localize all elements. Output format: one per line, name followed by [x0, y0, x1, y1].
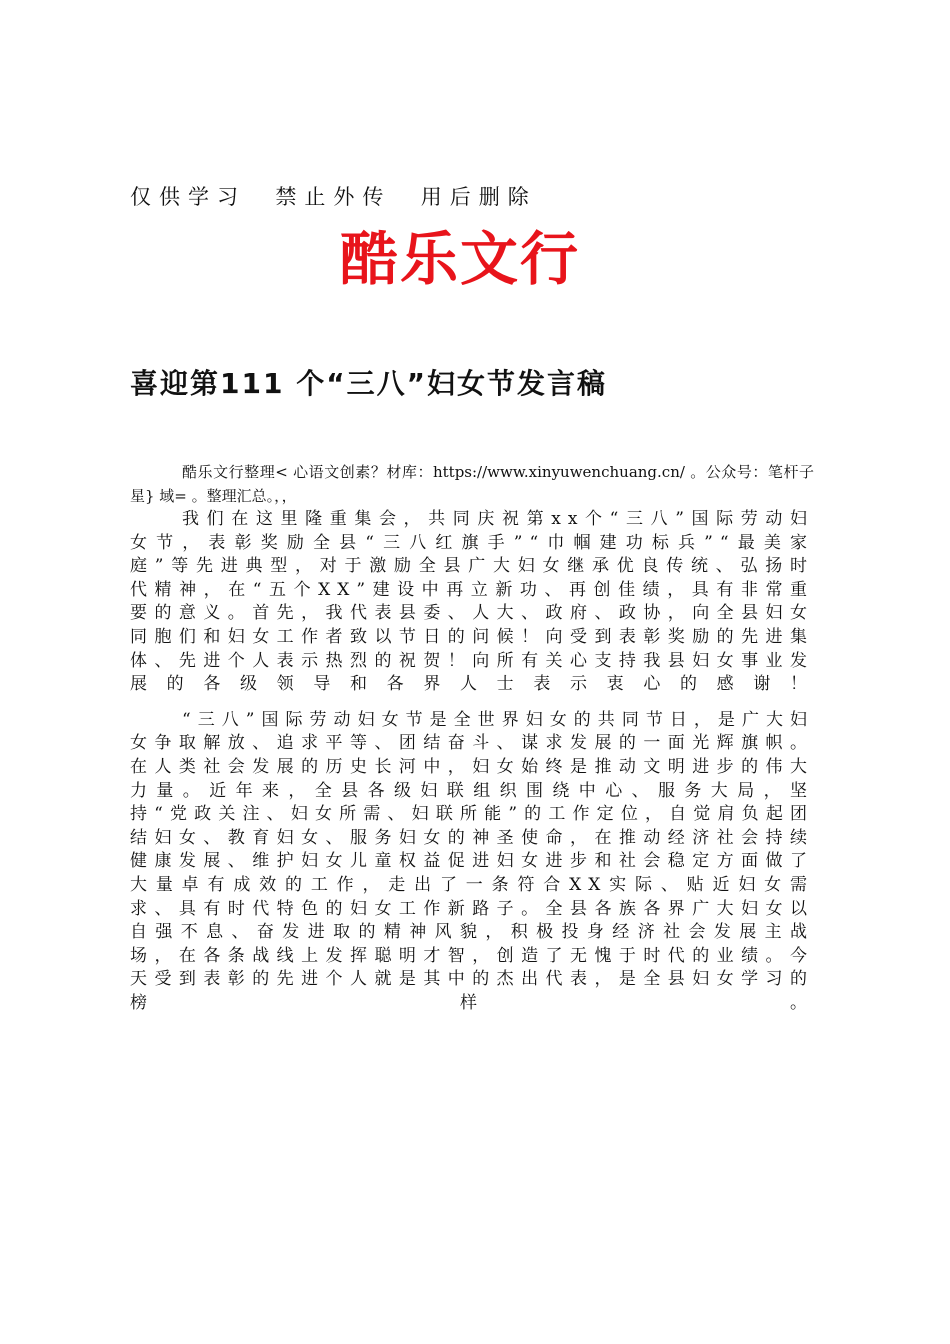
paragraph-1: 我们在这里隆重集会，共同庆祝第xx个“三八”国际劳动妇女节，表彰奖励全县“三八红旗手”“巾帼建功标兵”“最美家庭”等先进典型，对于激励全县广大妇女继承优良传统、弘扬时代精神，在“五个XX”建设中再立新功、再创佳绩，具有非常重要的意义。首先，我代表县委、人大、政府、政协，向全县妇女同胞们和妇女工作者致以节日的问候！向受到表彰奖励的先进集体、先进个人表示热烈的祝贺！向所有关心支持我县妇女事业发展的各级领导和各界人士表示衷心的感谢！ — [130, 509, 814, 695]
document-title: 喜迎第111 个“三八”妇女节发言稿 — [130, 367, 608, 400]
usage-notice: 仅供学习 禁止外传 用后删除 — [130, 185, 537, 209]
document-body — [130, 460, 814, 1015]
brand-logo-text: 酷乐文行 — [340, 225, 581, 293]
source-note: 酷乐文行整理< 心语文创素？材库：https://www.xinyuwenchuang.cn/ 。公众号：笔杆子星} 域= 。整理汇总。，， — [130, 463, 814, 505]
paragraph-2: “三八”国际劳动妇女节是全世界妇女的共同节日，是广大妇女争取解放、追求平等、团结奋斗、谋求发展的一面光辉旗帜。在人类社会发展的历史长河中，妇女始终是推动文明进步的伟大力量。近年来，全县各级妇联组织围绕中心、服务大局，坚持“党政关注、妇女所需、妇联所能”的工作定位，自觉肩负起团结妇女、教育妇女、服务妇女的神圣使命，在推动经济社会持续健康发展、维护妇女儿童权益促进妇女进步和社会稳定方面做了大量卓有成效的工作，走出了一条符合XX实际、贴近妇女需求、具有时代特色的妇女工作新路子。全县各族各界广大妇女以自强不息、奋发进取的精神风貌，积极投身经济社会发展主战场，在各条战线上发挥聪明才智，创造了无愧于时代的业绩。今天受到表彰的先进个人就是其中的杰出代表，是全县妇女学习的榜样。 — [130, 709, 814, 1013]
